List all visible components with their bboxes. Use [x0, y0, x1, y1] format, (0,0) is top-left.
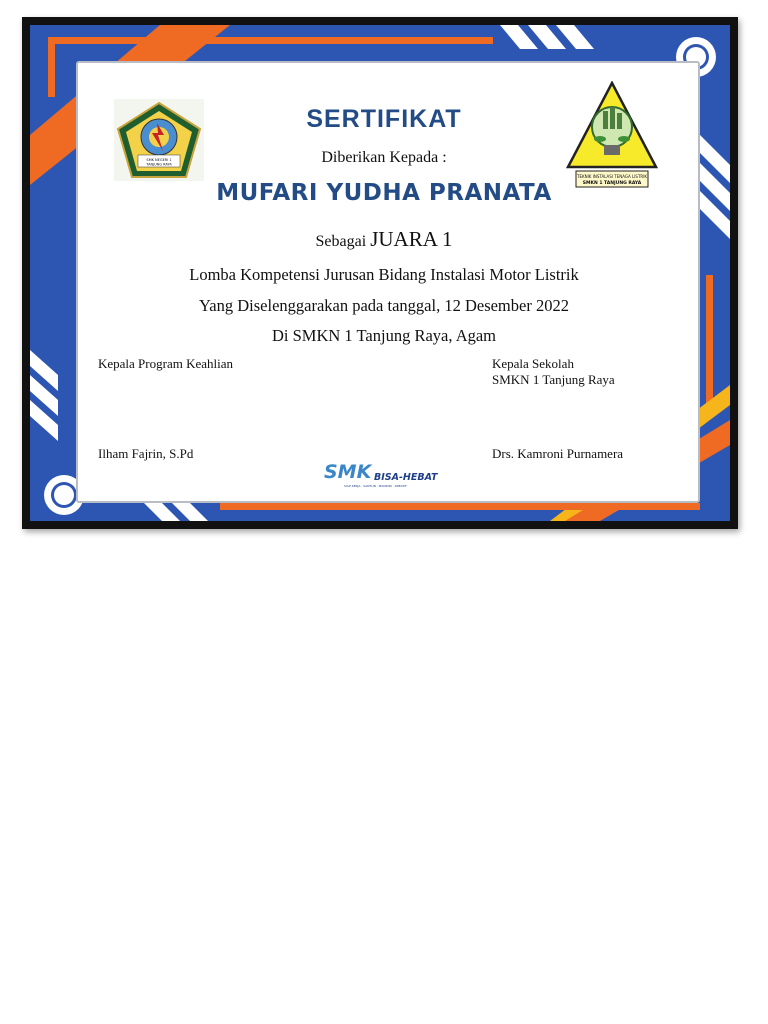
award-rank: JUARA 1	[370, 227, 453, 251]
award-line	[0, 227, 768, 252]
given-to-label: Diberikan Kepada :	[321, 149, 447, 166]
competition-line: Lomba Kompetensi Jurusan Bidang Instalasi Motor Listrik	[189, 265, 579, 284]
left-orange-line-top	[48, 37, 55, 97]
certificate-title: SERTIFIKAT	[306, 105, 462, 133]
department-emblem-logo	[566, 81, 658, 189]
smk-bisa-hebat-logo	[322, 456, 442, 492]
right-logo-caption-1: TEKNIK INSTALASI TENAGA LISTRIK	[577, 174, 647, 179]
circle-bottomleft-dot	[54, 485, 74, 505]
top-orange-line	[48, 37, 493, 44]
left-logo-caption-2: TANJUNG RAYA	[146, 162, 172, 167]
bisa-hebat-logo-text: BISA-HEBAT	[374, 472, 438, 483]
right-signatory-title-2: SMKN 1 Tanjung Raya	[492, 372, 615, 387]
left-signatory-title: Kepala Program Keahlian	[98, 356, 234, 371]
bottom-orange-line	[220, 503, 700, 510]
right-signatory-name: Drs. Kamroni Purnamera	[492, 446, 624, 461]
date-line: Yang Diselenggarakan pada tanggal, 12 Desember 2022	[199, 296, 569, 315]
left-signatory-name: Ilham Fajrin, S.Pd	[98, 446, 194, 461]
recipient-name: MUFARI YUDHA PRANATA	[216, 180, 552, 206]
location-line: Di SMKN 1 Tanjung Raya, Agam	[271, 326, 497, 345]
left-logo-caption-1: SMK NEGERI 1	[146, 158, 172, 162]
smk-logo-text: SMK	[324, 461, 372, 483]
award-prefix: Sebagai	[315, 233, 367, 250]
smk-logo-subline: SIAP KERJA · SANTUN · MANDIRI · KREATIF	[344, 484, 407, 488]
right-logo-caption-2: SMKN 1 TANJUNG RAYA	[582, 181, 642, 186]
right-signatory-title-1: Kepala Sekolah	[492, 356, 574, 371]
